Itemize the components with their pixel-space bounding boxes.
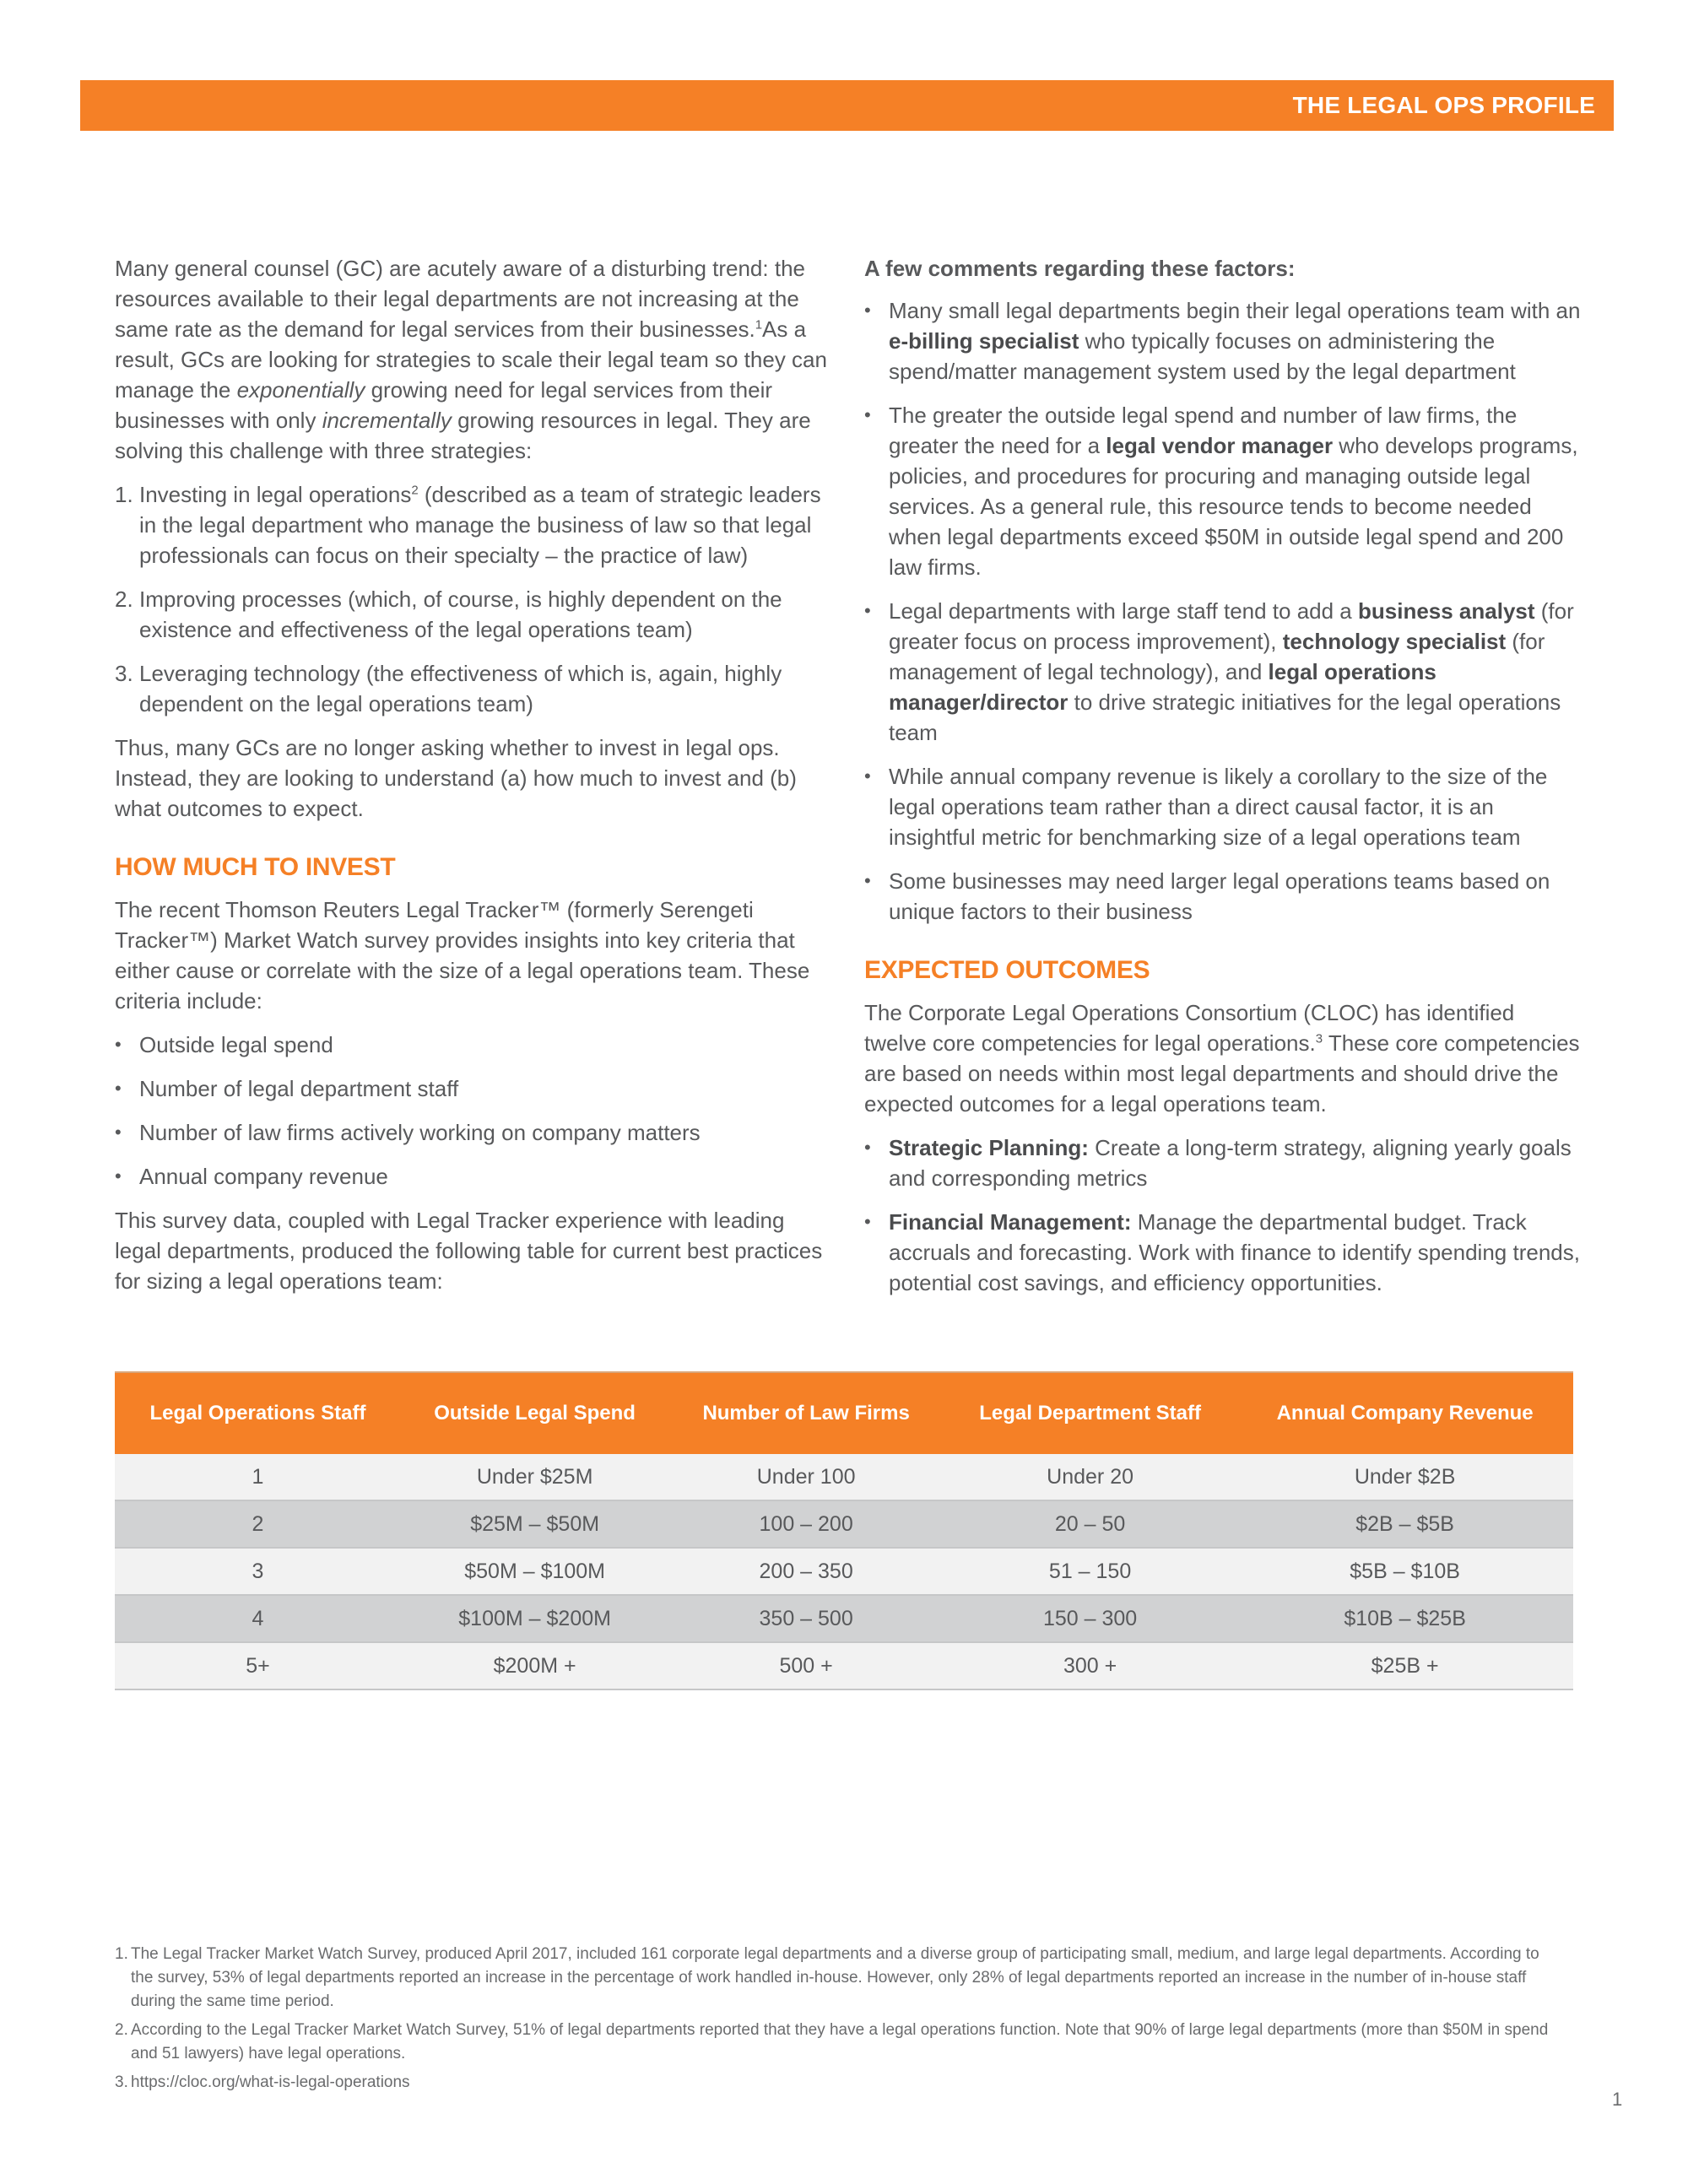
- criteria-item: • Number of law firms actively working on company matters: [115, 1117, 828, 1148]
- how-much-heading: HOW MUCH TO INVEST: [115, 853, 396, 881]
- strategy-item: 3. Leveraging technology (the effectiveness of which is, again, highly dependent on the legal operations team): [115, 661, 782, 716]
- how-much-paragraph: The recent Thomson Reuters Legal Tracker™ (formerly Serengeti Tracker™) Market Watch survey provides insights into key criteria that either cause or correlate with the size of a legal operations team. These criteria include:: [115, 897, 810, 1014]
- competencies-list: [864, 1133, 1582, 1298]
- table-cell: 5+: [115, 1642, 401, 1689]
- table-cell: 1: [115, 1454, 401, 1500]
- column-header: Annual Company Revenue: [1236, 1372, 1573, 1454]
- column-header: Number of Law Firms: [668, 1372, 944, 1454]
- table-row: [115, 1548, 1573, 1595]
- competency-item: • Financial Management: Manage the departmental budget. Track accruals and forecasting. Work with finance to identify spending trends, potential cost savings, and efficiency opportunities.: [864, 1207, 1582, 1298]
- competency-label: Strategic Planning:: [889, 1135, 1089, 1160]
- role-term: technology specialist: [1282, 629, 1507, 654]
- table-cell: $200M +: [401, 1642, 668, 1689]
- column-header: Legal Operations Staff: [115, 1372, 401, 1454]
- intro-paragraph: Many general counsel (GC) are acutely aware of a disturbing trend: the resources available to their legal departments are not increasing at the same rate as the demand for legal services from their businesses.$^1$As a result, GCs are looking for strategies to scale their legal team so they can manage the exponentially growing need for legal services from their businesses with only incrementally growing resources in legal. They are solving this challenge with three strategies:: [115, 256, 827, 463]
- criteria-item: • Outside legal spend: [115, 1030, 828, 1060]
- role-term: legal vendor manager: [1106, 433, 1334, 458]
- table-cell: $5B – $10B: [1236, 1548, 1573, 1595]
- comment-text: (for greater focus on process improvement),: [889, 598, 1574, 654]
- table-cell: Under 100: [668, 1454, 944, 1500]
- role-term: legal operations manager/director: [889, 659, 1436, 715]
- footnote-ref-2[interactable]: 2: [411, 483, 419, 498]
- competency-item: • Strategic Planning: Create a long-term strategy, aligning yearly goals and corresponding metrics: [864, 1133, 1582, 1193]
- table-cell: 500 +: [668, 1642, 944, 1689]
- footnote-1: 1. The Legal Tracker Market Watch Survey, produced April 2017, included 161 corporate legal departments and a diverse group of participating small, medium, and large legal departments. According to the survey, 53% of legal departments reported an increase in the percentage of work handled in-house. However, only 28% of legal departments reported an increase in the number of in-house staff during the same time period.: [115, 1945, 1539, 2010]
- criteria-item: • Number of legal department staff: [115, 1073, 828, 1104]
- comments-list: [864, 295, 1582, 927]
- comment-item: [864, 866, 1582, 927]
- right-column: [864, 253, 1582, 1311]
- table-cell: $50M – $100M: [401, 1548, 668, 1595]
- table-cell: $2B – $5B: [1236, 1500, 1573, 1548]
- footnotes: [115, 1943, 1550, 2100]
- header-bar: [80, 80, 1614, 131]
- comment-item: [864, 596, 1582, 748]
- outcomes-paragraph: The Corporate Legal Operations Consortium (CLOC) has identified twelve core competencies for legal operations.$^3$ These core competencies are based on needs within most legal departments and should drive the expected outcomes for a legal operations team.: [864, 1000, 1580, 1116]
- table-cell: $25B +: [1236, 1642, 1573, 1689]
- table-cell: $25M – $50M: [401, 1500, 668, 1548]
- criteria-item: • Annual company revenue: [115, 1161, 828, 1192]
- table-cell: Under $2B: [1236, 1454, 1573, 1500]
- criteria-list: [115, 1030, 828, 1192]
- bullet-icon: •: [864, 1211, 871, 1232]
- comment-text: While annual company revenue is likely a corollary to the size of the legal operations team rather than a direct causal factor, it is an insightful metric for benchmarking size of a legal operations team: [889, 764, 1548, 850]
- comment-text: Some businesses may need larger legal operations teams based on unique factors to their business: [889, 868, 1550, 924]
- table-row: [115, 1500, 1573, 1548]
- comment-text: to drive strategic initiatives for the legal operations team: [889, 689, 1561, 745]
- footnote-3: 3. https://cloc.org/what-is-legal-operations: [115, 2073, 410, 2091]
- role-term: e-billing specialist: [889, 328, 1079, 354]
- strategy-item: 1. Investing in legal operations$^2$ (described as a team of strategic leaders in the legal department who manage the business of law so that legal professionals can focus on their specialty – the practice of law): [115, 482, 821, 568]
- comment-text: Many small legal departments begin their legal operations team with an: [889, 298, 1581, 323]
- comment-text: who develops programs, policies, and procedures for procuring and managing outside legal services. As a general rule, this resource tends to become needed when legal departments exceed $50M in outside legal spend and 200 law firms.: [889, 433, 1578, 580]
- table-cell: 2: [115, 1500, 401, 1548]
- table-row: [115, 1595, 1573, 1642]
- table-cell: 51 – 150: [944, 1548, 1236, 1595]
- column-header: Outside Legal Spend: [401, 1372, 668, 1454]
- comment-text: Legal departments with large staff tend to add a: [889, 598, 1358, 624]
- table-row: [115, 1642, 1573, 1689]
- bullet-icon: •: [115, 1165, 122, 1187]
- column-header: Legal Department Staff: [944, 1372, 1236, 1454]
- role-term: business analyst: [1358, 598, 1535, 624]
- footnote-link[interactable]: https://cloc.org/what-is-legal-operations: [131, 2073, 410, 2091]
- page-number: 1: [1612, 2089, 1623, 2110]
- table-header-row: [115, 1372, 1573, 1454]
- strategies-list: [115, 479, 828, 719]
- table-cell: 150 – 300: [944, 1595, 1236, 1642]
- table-cell: Under $25M: [401, 1454, 668, 1500]
- header-title: THE LEGAL OPS PROFILE: [1292, 92, 1595, 118]
- bullet-icon: •: [864, 404, 871, 425]
- comment-text: The greater the outside legal spend and number of law firms, the greater the need for a: [889, 403, 1518, 458]
- table-cell: $10B – $25B: [1236, 1595, 1573, 1642]
- footnote-ref-1[interactable]: 1: [755, 317, 763, 332]
- bullet-icon: •: [115, 1034, 122, 1055]
- comment-item: [864, 761, 1582, 852]
- table-cell: 200 – 350: [668, 1548, 944, 1595]
- comment-text: who typically focuses on administering the spend/matter management system used by the legal department: [889, 328, 1516, 384]
- table-cell: 20 – 50: [944, 1500, 1236, 1548]
- bullet-icon: •: [864, 870, 871, 891]
- bullet-icon: •: [864, 1137, 871, 1158]
- bullet-icon: •: [864, 300, 871, 321]
- thus-paragraph: Thus, many GCs are no longer asking whether to invest in legal ops. Instead, they are looking to understand (a) how much to invest and (b) what outcomes to expect.: [115, 735, 797, 821]
- sizing-table: [115, 1371, 1573, 1690]
- comment-text: (for management of legal technology), and: [889, 629, 1545, 684]
- table-cell: 3: [115, 1548, 401, 1595]
- table-cell: 300 +: [944, 1642, 1236, 1689]
- table-cell: 350 – 500: [668, 1595, 944, 1642]
- table-cell: $100M – $200M: [401, 1595, 668, 1642]
- comment-item: [864, 400, 1582, 582]
- table-row: [115, 1454, 1573, 1500]
- table-cell: Under 20: [944, 1454, 1236, 1500]
- bullet-icon: •: [115, 1078, 122, 1099]
- left-column: [115, 253, 828, 1310]
- bullet-icon: •: [864, 600, 871, 621]
- bullet-icon: •: [115, 1122, 122, 1143]
- comment-item: [864, 295, 1582, 387]
- comments-heading: A few comments regarding these factors:: [864, 256, 1296, 281]
- footnote-ref-3[interactable]: 3: [1315, 1031, 1323, 1046]
- footnote-2: 2. According to the Legal Tracker Market Watch Survey, 51% of legal departments reported that they have a legal operations function. Note that 90% of large legal departments (more than $50M in spend and 51 lawyers) have legal operations.: [115, 2021, 1549, 2062]
- table-cell: 4: [115, 1595, 401, 1642]
- table-cell: 100 – 200: [668, 1500, 944, 1548]
- outcomes-heading: EXPECTED OUTCOMES: [864, 956, 1150, 984]
- competency-label: Financial Management:: [889, 1209, 1132, 1235]
- bullet-icon: •: [864, 765, 871, 787]
- survey-paragraph: This survey data, coupled with Legal Tracker experience with leading legal departments, produced the following table for current best practices for sizing a legal operations team:: [115, 1208, 823, 1294]
- strategy-item: 2. Improving processes (which, of course, is highly dependent on the existence and effectiveness of the legal operations team): [115, 587, 782, 642]
